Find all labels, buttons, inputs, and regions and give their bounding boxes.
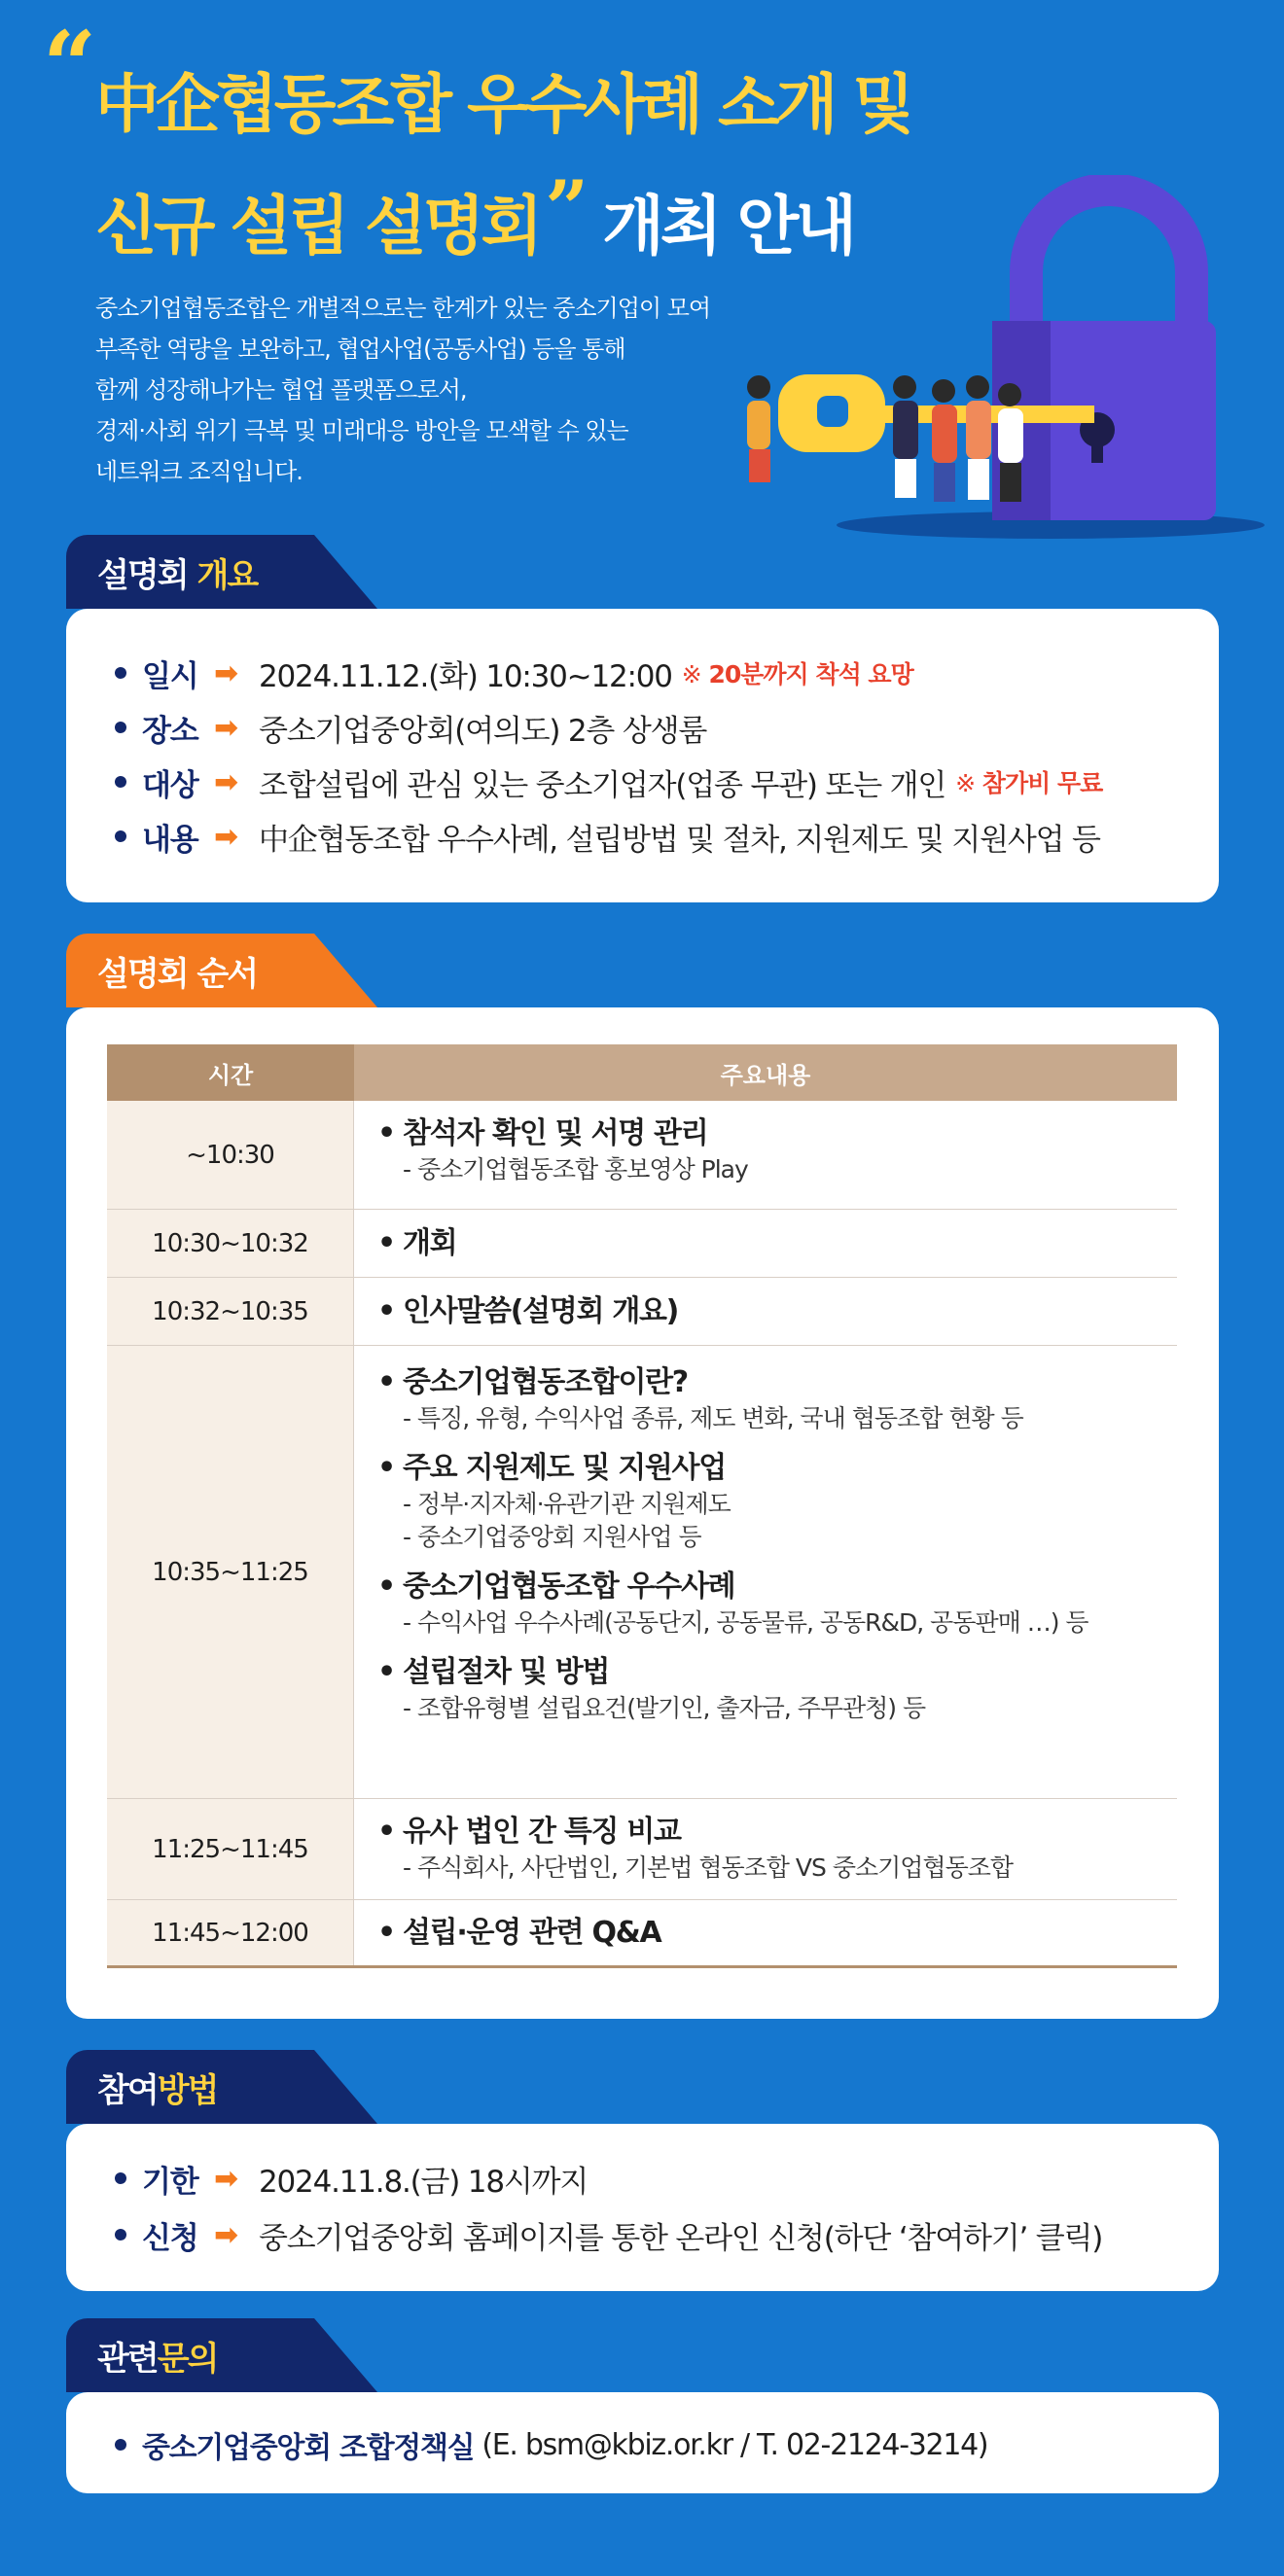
table-row: [107, 1210, 1177, 1278]
row-time: 10:30~10:32: [107, 1210, 354, 1277]
col-header-content: 주요내용: [354, 1044, 1177, 1101]
bullet: [115, 667, 126, 679]
hero-section: [0, 0, 1284, 525]
open-quote-mark: “: [43, 11, 97, 121]
row-time: 11:45~12:00: [107, 1900, 354, 1965]
agenda-item: • 인사말씀(설명회 개요): [377, 1292, 678, 1331]
inquiry-org: 중소기업중앙회 조합정책실: [142, 2431, 475, 2465]
overview-row-target: [115, 757, 1102, 807]
agenda-title: 주요 지원제도 및 지원사업: [403, 1451, 726, 1485]
inquiry-card: [66, 2392, 1219, 2493]
intro-line: 네트워크 조직입니다.: [95, 458, 303, 485]
row-label: 장소: [142, 713, 198, 749]
row-content: [354, 1346, 1177, 1798]
row-label: 일시: [142, 658, 198, 694]
agenda-sub: - 수익사업 우수사례(공동단지, 공동물류, 공동R&D, 공동판매 …) 등: [403, 1608, 1088, 1637]
intro-line: 중소기업협동조합은 개별적으로는 한계가 있는 중소기업이 모여: [95, 295, 711, 322]
intro-text: [95, 288, 796, 492]
agenda-title: 설립절차 및 방법: [403, 1655, 610, 1689]
row-label: 기한: [142, 2164, 198, 2200]
row-content: [354, 1900, 1177, 1965]
table-header: [107, 1044, 1177, 1101]
row-content: [354, 1101, 1177, 1209]
schedule-tab: [66, 934, 296, 1007]
agenda-sub: - 조합유형별 설립요건(발기인, 출자금, 주무관청) 등: [403, 1694, 926, 1722]
bullet: [115, 776, 126, 788]
inquiry-tab: [66, 2318, 256, 2392]
arrow-right-icon: ➡: [214, 655, 237, 690]
arrow-right-icon: ➡: [214, 710, 237, 745]
row-time: ~10:30: [107, 1101, 354, 1209]
overview-row-place: [115, 702, 706, 753]
schedule-table: [107, 1044, 1177, 1968]
arrow-right-icon: ➡: [214, 819, 237, 854]
agenda-sub: - 중소기업중앙회 지원사업 등: [403, 1523, 701, 1551]
arrow-right-icon: ➡: [214, 764, 237, 799]
overview-tab-highlight: 개요: [196, 555, 258, 595]
agenda-item: • 참석자 확인 및 서명 관리: [377, 1114, 1154, 1153]
overview-tab: [66, 535, 296, 609]
agenda-title: 개회: [403, 1225, 457, 1260]
schedule-card: [66, 1007, 1219, 2019]
row-value: 조합설립에 관심 있는 중소기업자(업종 무관) 또는 개인: [259, 767, 946, 803]
intro-line: 부족한 역량을 보완하고, 협업사업(공동사업) 등을 통해: [95, 335, 625, 363]
table-row: [107, 1278, 1177, 1346]
title-line-1: 中企협동조합 우수사례 소개 및: [95, 67, 911, 142]
col-header-time: 시간: [107, 1044, 354, 1101]
note-mark: ※: [681, 660, 701, 688]
agenda-sub: - 특징, 유형, 수익사업 종류, 제도 변화, 국내 협동조합 현황 등: [403, 1404, 1023, 1432]
schedule-tab-label: 설명회 순서: [97, 954, 258, 994]
inquiry-detail[interactable]: (E. bsm@kbiz.or.kr / T. 02-2124-3214): [482, 2427, 988, 2462]
agenda-item: • 설립·운영 관련 Q&A: [377, 1914, 660, 1953]
agenda-title: 유사 법인 간 특징 비교: [403, 1815, 681, 1849]
table-row: [107, 1900, 1177, 1968]
agenda-title: 인사말씀(설명회 개요): [403, 1293, 679, 1328]
table-row: [107, 1101, 1177, 1210]
row-label: 대상: [142, 767, 198, 803]
intro-line: 함께 성장해나가는 협업 플랫폼으로서,: [95, 376, 467, 404]
arrow-right-icon: ➡: [214, 2217, 237, 2252]
row-note: [955, 764, 1102, 799]
padlock-teamwork-illustration: [720, 175, 1265, 545]
row-time: 11:25~11:45: [107, 1799, 354, 1899]
overview-row-content: [115, 811, 1100, 862]
row-content: [354, 1210, 1177, 1277]
row-label: 내용: [142, 822, 198, 858]
participation-tab-highlight: 방법: [157, 2070, 218, 2110]
note-text: 20분까지 착석 요망: [708, 660, 913, 688]
agenda-item: • 중소기업협동조합 우수사례: [377, 1568, 1154, 1606]
agenda-title: 중소기업협동조합이란?: [403, 1365, 688, 1399]
table-row: [107, 1346, 1177, 1799]
inquiry-tab-highlight: 문의: [157, 2339, 218, 2379]
agenda-item: • 주요 지원제도 및 지원사업: [377, 1449, 1154, 1488]
participation-tab: [66, 2050, 256, 2124]
row-value: 中企협동조합 우수사례, 설립방법 및 절차, 지원제도 및 지원사업 등: [259, 822, 1100, 858]
overview-tab-prefix: 설명회: [97, 555, 188, 595]
bullet: [115, 2172, 126, 2184]
arrow-right-icon: ➡: [214, 2161, 237, 2196]
row-content: [354, 1278, 1177, 1345]
title-line-2-white: 개최 안내: [602, 189, 854, 264]
bullet: [115, 2439, 126, 2451]
agenda-sub: - 정부·지자체·유관기관 지원제도: [403, 1490, 731, 1518]
agenda-item: • 설립절차 및 방법: [377, 1653, 1154, 1692]
row-value: 2024.11.8.(금) 18시까지: [259, 2164, 588, 2200]
bullet: [115, 2229, 126, 2241]
row-label: 신청: [142, 2220, 198, 2256]
bullet: [115, 830, 126, 842]
bullet: [115, 722, 126, 733]
row-value: 중소기업중앙회 홈페이지를 통한 온라인 신청(하단 ‘참여하기’ 클릭): [259, 2220, 1103, 2256]
row-value: 중소기업중앙회(여의도) 2층 상생룸: [259, 713, 707, 749]
row-time: 10:32~10:35: [107, 1278, 354, 1345]
intro-line: 경제·사회 위기 극복 및 미래대응 방안을 모색할 수 있는: [95, 417, 628, 444]
agenda-title: 참석자 확인 및 서명 관리: [403, 1116, 708, 1150]
participation-card: [66, 2124, 1219, 2291]
agenda-sub: - 주식회사, 사단법인, 기본법 협동조합 VS 중소기업협동조합: [403, 1853, 1014, 1882]
row-time: 10:35~11:25: [107, 1346, 354, 1798]
agenda-item: • 유사 법인 간 특징 비교: [377, 1813, 1154, 1852]
row-content: [354, 1799, 1177, 1899]
participation-tab-prefix: 참여: [97, 2070, 158, 2110]
agenda-title: 설립·운영 관련 Q&A: [403, 1915, 661, 1950]
participation-row-deadline: [115, 2153, 588, 2204]
title-line-2-yellow: 신규 설립 설명회: [95, 189, 540, 264]
table-row: [107, 1799, 1177, 1900]
note-mark: ※: [955, 769, 976, 797]
agenda-item: • 개회: [377, 1224, 456, 1263]
note-text: 참가비 무료: [981, 769, 1103, 797]
participation-row-apply: [115, 2209, 1102, 2260]
inquiry-tab-prefix: 관련: [97, 2339, 158, 2379]
overview-card: [66, 609, 1219, 902]
agenda-item: • 중소기업협동조합이란?: [377, 1363, 1154, 1402]
agenda-sub: - 중소기업협동조합 홍보영상 Play: [403, 1155, 748, 1183]
overview-row-date: [115, 648, 913, 698]
inquiry-contact: [115, 2419, 987, 2470]
row-note: [682, 655, 913, 690]
agenda-title: 중소기업협동조합 우수사례: [403, 1570, 735, 1604]
close-quote-mark: ”: [545, 164, 589, 253]
row-value: 2024.11.12.(화) 10:30~12:00: [259, 658, 672, 694]
